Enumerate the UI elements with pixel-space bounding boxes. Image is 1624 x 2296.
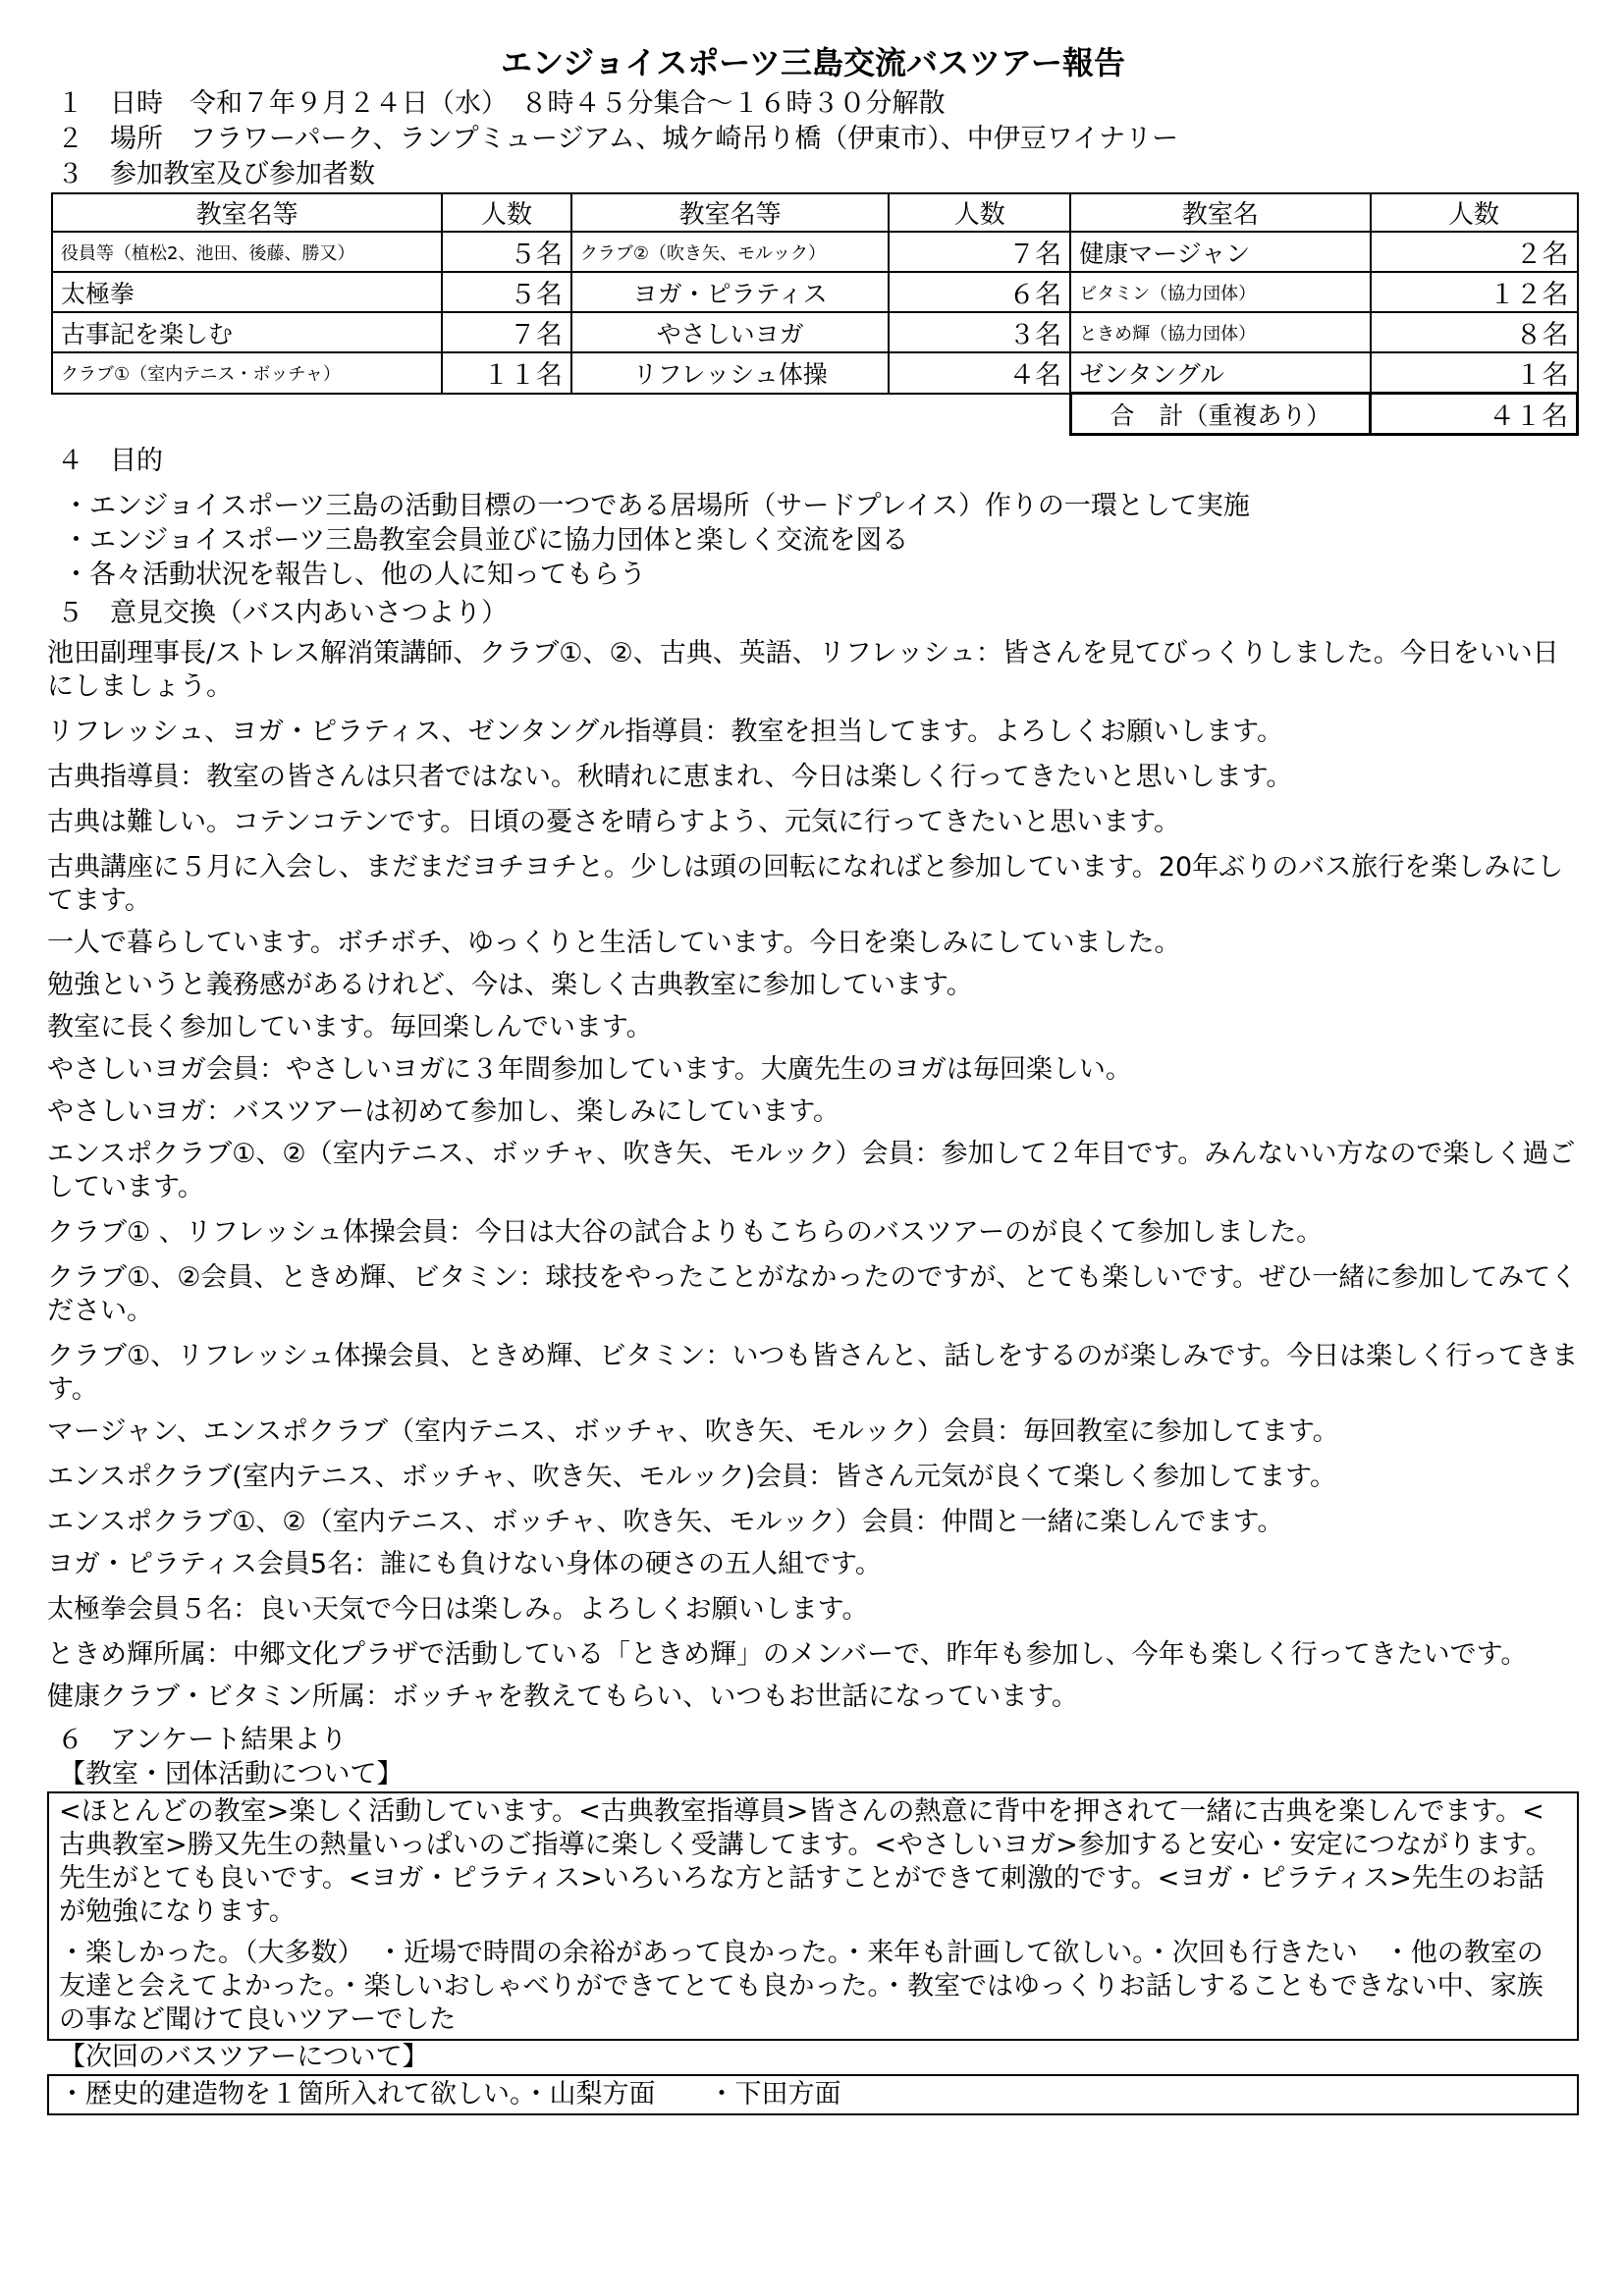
list-item: クラブ①、②会員、ときめ輝、ビタミン：球技をやったことがなかったのですが、とても楽しいです。ぜひ一緒に参加してみてください。 bbox=[47, 1262, 1578, 1326]
section-number: ４ bbox=[57, 446, 83, 476]
total-label: 合 計（重複あり） bbox=[1070, 394, 1370, 435]
section-number: １ bbox=[57, 88, 83, 119]
section-text: アンケート結果より bbox=[110, 1725, 348, 1755]
list-item: ・エンジョイスポーツ三島教室会員並びに協力団体と楽しく交流を図る bbox=[63, 525, 909, 556]
list-item: リフレッシュ、ヨガ・ピラティス、ゼンタングル指導員：教室を担当してます。よろしくお願いします。 bbox=[47, 717, 1284, 747]
list-item: 健康クラブ・ビタミン所属：ボッチャを教えてもらい、いつもお世話になっています。 bbox=[47, 1682, 1079, 1712]
class-count: ５名 bbox=[442, 272, 571, 312]
class-name: クラブ①（室内テニス・ボッチャ） bbox=[52, 352, 442, 394]
survey-activity-heading: 【教室・団体活動について】 bbox=[59, 1759, 404, 1789]
header-count: 人数 bbox=[889, 193, 1070, 232]
list-item: ヨガ・ピラティス会員5名：誰にも負けない身体の硬さの五人組です。 bbox=[47, 1549, 882, 1579]
report-page bbox=[47, 39, 1579, 2115]
section-text: 日時 令和７年９月２４日（水） ８時４５分集合～１６時３０分解散 bbox=[110, 88, 946, 119]
list-item: エンスポクラブ①、②（室内テニス、ボッチャ、吹き矢、モルック）会員：参加して２年目です。みんないい方なので楽しく過ごしています。 bbox=[47, 1139, 1576, 1202]
participants-table bbox=[51, 192, 1579, 436]
table-row bbox=[52, 232, 1578, 272]
survey-activity-box bbox=[47, 1791, 1579, 2041]
table-header-row bbox=[52, 193, 1578, 232]
class-name: 古事記を楽しむ bbox=[52, 312, 442, 352]
list-item: ・各々活動状況を報告し、他の人に知ってもらう bbox=[63, 560, 646, 590]
section-purpose bbox=[47, 444, 1579, 479]
list-item: クラブ①、リフレッシュ体操会員、ときめ輝、ビタミン：いつも皆さんと、話しをするのが楽しみです。今日は楽しく行ってきます。 bbox=[47, 1341, 1579, 1405]
class-name: やさしいヨガ bbox=[571, 312, 889, 352]
table-row bbox=[52, 312, 1578, 352]
section-number: ５ bbox=[57, 598, 83, 628]
section-number: ２ bbox=[57, 124, 83, 154]
section-text: 参加教室及び参加者数 bbox=[110, 159, 375, 189]
class-count: ８名 bbox=[1371, 312, 1578, 352]
list-item: クラブ① 、リフレッシュ体操会員：今日は大谷の試合よりもこちらのバスツアーのが良くて参加しました。 bbox=[47, 1217, 1324, 1248]
list-item: 勉強というと義務感があるけれど、今は、楽しく古典教室に参加しています。 bbox=[47, 970, 973, 1000]
list-item: マージャン、エンスポクラブ（室内テニス、ボッチャ、吹き矢、モルック）会員：毎回教室に参加してます。 bbox=[47, 1416, 1339, 1447]
class-name: ビタミン（協力団体） bbox=[1070, 272, 1370, 312]
class-count: ７名 bbox=[442, 312, 571, 352]
list-item: 古典講座に５月に入会し、まだまだヨチヨチと。少しは頭の回転になればと参加しています。20年ぶりのバス旅行を楽しみにしてます。 bbox=[47, 852, 1564, 916]
section-text: 目的 bbox=[110, 446, 163, 476]
class-name: ヨガ・ピラティス bbox=[571, 272, 889, 312]
class-name: 健康マージャン bbox=[1070, 232, 1370, 272]
list-item: やさしいヨガ：バスツアーは初めて参加し、楽しみにしています。 bbox=[47, 1096, 840, 1127]
section-survey bbox=[47, 1723, 1579, 1758]
list-item: 太極拳会員５名：良い天気で今日は楽しみ。よろしくお願いします。 bbox=[47, 1594, 869, 1625]
header-class-name: 教室名等 bbox=[571, 193, 889, 232]
survey-next-tour-heading: 【次回のバスツアーについて】 bbox=[59, 2042, 429, 2072]
header-class-name: 教室名 bbox=[1070, 193, 1370, 232]
list-item: 池田副理事長/ストレス解消策講師、クラブ①、②、古典、英語、リフレッシュ：皆さんを見てびっくりしました。今日をいい日にしましょう。 bbox=[47, 638, 1559, 702]
survey-next-tour-requests: ・歴史的建造物を１箇所入れて欲しい。・山梨方面 ・下田方面 bbox=[59, 2079, 841, 2109]
report-title: エンジョイスポーツ三島交流バスツアー報告 bbox=[500, 44, 1125, 81]
table-row bbox=[52, 352, 1578, 394]
class-count: ４名 bbox=[889, 352, 1070, 394]
section-text: 意見交換（バス内あいさつより） bbox=[110, 598, 508, 628]
survey-next-tour-box bbox=[47, 2074, 1579, 2115]
section-number: ３ bbox=[57, 159, 83, 189]
class-count: ３名 bbox=[889, 312, 1070, 352]
survey-activity-comments: <ほとんどの教室>楽しく活動しています。<古典教室指導員>皆さんの熱意に背中を押されて一緒に古典を楽しんでます。<古典教室>勝又先生の熱量いっぱいのご指導に楽しく受講してます。<やさしいヨガ>参加すると安心・安定につながります。先生がとても良いです。<ヨガ・ピラティス>いろいろな方と話すことができて刺激的です。<ヨガ・ピラティス>先生のお話が勉強になります。 bbox=[59, 1796, 1553, 1927]
list-item: ・エンジョイスポーツ三島の活動目標の一つである居場所（サードプレイス）作りの一環として実施 bbox=[63, 491, 1250, 521]
section-place bbox=[47, 122, 1579, 157]
list-item: 古典指導員：教室の皆さんは只者ではない。秋晴れに恵まれ、今日は楽しく行ってきたいと思いします。 bbox=[47, 762, 1293, 792]
list-item: 教室に長く参加しています。毎回楽しんでいます。 bbox=[47, 1012, 653, 1042]
header-count: 人数 bbox=[1371, 193, 1578, 232]
class-count: １１名 bbox=[442, 352, 571, 394]
header-class-name: 教室名等 bbox=[52, 193, 442, 232]
class-count: ２名 bbox=[1371, 232, 1578, 272]
section-participants bbox=[47, 157, 1579, 192]
class-count: ６名 bbox=[889, 272, 1070, 312]
list-item: 古典は難しい。コテンコテンです。日頃の憂さを晴らすよう、元気に行ってきたいと思います。 bbox=[47, 807, 1180, 837]
list-item: ときめ輝所属：中郷文化プラザで活動している「ときめ輝」のメンバーで、昨年も参加し、今年も楽しく行ってきたいです。 bbox=[47, 1639, 1528, 1670]
class-name: 役員等（植松2、池田、後藤、勝又） bbox=[52, 232, 442, 272]
list-item: やさしいヨガ会員：やさしいヨガに３年間参加しています。大廣先生のヨガは毎回楽しい。 bbox=[47, 1054, 1132, 1085]
table-total-row bbox=[52, 394, 1578, 435]
section-opinions bbox=[47, 596, 1579, 631]
total-value: ４１名 bbox=[1371, 394, 1578, 435]
class-name: リフレッシュ体操 bbox=[571, 352, 889, 394]
table-row bbox=[52, 272, 1578, 312]
class-name: ゼンタングル bbox=[1070, 352, 1370, 394]
purpose-list bbox=[47, 489, 1579, 592]
list-item: エンスポクラブ①、②（室内テニス、ボッチャ、吹き矢、モルック）会員：仲間と一緒に楽しんでます。 bbox=[47, 1507, 1284, 1537]
section-text: 場所 フラワーパーク、ランプミュージアム、城ケ崎吊り橋（伊東市）、中伊豆ワイナリー bbox=[110, 124, 1179, 154]
class-name: 太極拳 bbox=[52, 272, 442, 312]
class-name: ときめ輝（協力団体） bbox=[1070, 312, 1370, 352]
class-name: クラブ②（吹き矢、モルック） bbox=[571, 232, 889, 272]
class-count: ７名 bbox=[889, 232, 1070, 272]
list-item: エンスポクラブ(室内テニス、ボッチャ、吹き矢、モルック)会員：皆さん元気が良くて楽しく参加してます。 bbox=[47, 1462, 1337, 1492]
header-count: 人数 bbox=[442, 193, 571, 232]
section-datetime bbox=[47, 86, 1579, 122]
class-count: １２名 bbox=[1371, 272, 1578, 312]
class-count: ５名 bbox=[442, 232, 571, 272]
list-item: 一人で暮らしています。ボチボチ、ゆっくりと生活しています。今日を楽しみにしていました。 bbox=[47, 928, 1181, 958]
class-count: １名 bbox=[1371, 352, 1578, 394]
survey-tour-comments: ・楽しかった。（大多数） ・近場で時間の余裕があって良かった。・来年も計画して欲しい。・次回も行きたい ・他の教室の友達と会えてよかった。・楽しいおしゃべりができてとても良かった。・教室ではゆっくりお話しすることもできない中、家族の事など聞けて良いツアーでした bbox=[59, 1938, 1543, 2035]
opinion-list bbox=[47, 637, 1579, 1714]
section-number: ６ bbox=[57, 1725, 83, 1755]
